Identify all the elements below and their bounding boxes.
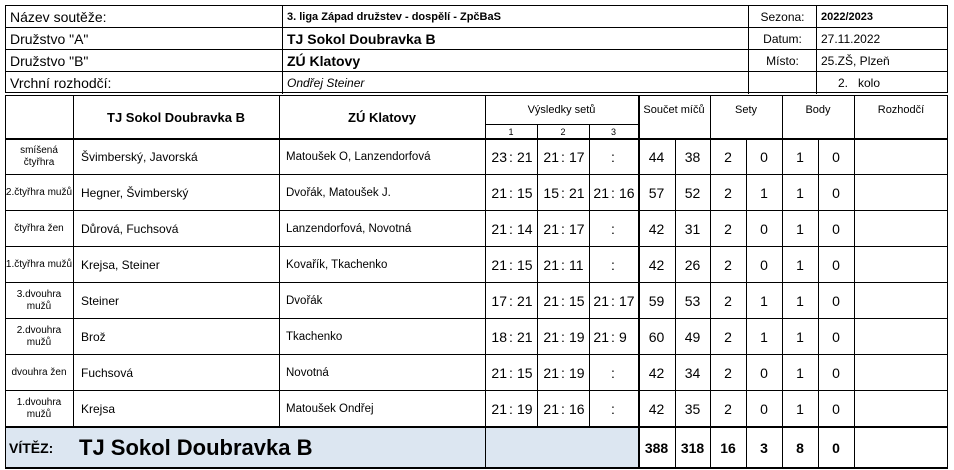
team-b-players: Kovařík, Tkachenko xyxy=(286,259,388,271)
referee-cell xyxy=(854,211,948,247)
team-a-players: Krejsa xyxy=(81,402,116,416)
points-b: 34 xyxy=(684,365,701,381)
total-bb: 0 xyxy=(832,440,840,456)
referee-cell xyxy=(854,391,948,427)
set-score-a: 21 xyxy=(593,293,609,309)
discipline-label: 1.dvouhra mužů xyxy=(16,397,62,420)
discipline-label: 3.dvouhra mužů xyxy=(16,289,62,312)
team-a-players: Krejsa, Steiner xyxy=(81,258,160,272)
team-b-players: Dvořák xyxy=(286,295,323,307)
team-b-players: Novotná xyxy=(286,367,329,379)
sets-a: 2 xyxy=(724,329,732,345)
body-b: 0 xyxy=(832,293,840,309)
winner-label: VÍTĚZ: xyxy=(9,440,54,456)
set-score-b: 19 xyxy=(569,365,585,381)
set-score-b: 15 xyxy=(517,365,533,381)
competition-value: 3. liga Západ družstev - dospělí - ZpčBaS xyxy=(282,6,748,27)
body-a: 1 xyxy=(796,365,804,381)
score-separator: : xyxy=(509,257,513,273)
body-b: 0 xyxy=(832,185,840,201)
set-score-a: 15 xyxy=(543,185,559,201)
team-b-players: Tkachenko xyxy=(286,331,343,343)
sets-b: 0 xyxy=(760,149,768,165)
set-score-b: 11 xyxy=(569,257,584,273)
header-block xyxy=(5,5,948,93)
season-label: Sezona: xyxy=(748,6,816,27)
body-a: 1 xyxy=(796,149,804,165)
body-a: 1 xyxy=(796,329,804,345)
set-score-b: 21 xyxy=(517,293,533,309)
team-b-label: Družstvo "B" xyxy=(10,52,89,69)
sets-b: 1 xyxy=(760,293,768,309)
body-a: 1 xyxy=(796,401,804,417)
set-score-a: 21 xyxy=(593,185,609,201)
points-a: 44 xyxy=(648,149,665,165)
set-score-b: 16 xyxy=(569,401,585,417)
body-header: Body xyxy=(805,103,831,116)
set-score-a: 21 xyxy=(543,293,559,309)
sets-b: 0 xyxy=(760,221,768,237)
grid-line xyxy=(537,124,538,427)
points-a: 42 xyxy=(648,257,665,273)
grid-line xyxy=(73,95,74,427)
grid-line xyxy=(5,95,6,469)
set-score-a: 21 xyxy=(593,329,609,345)
set-score-a: 21 xyxy=(543,149,559,165)
body-b: 0 xyxy=(832,149,840,165)
grid-line xyxy=(5,138,948,140)
winner-team: TJ Sokol Doubravka B xyxy=(79,435,313,460)
set-score-b: 15 xyxy=(517,185,533,201)
blank-cell xyxy=(748,72,816,94)
grid-line xyxy=(710,95,711,469)
body-b: 0 xyxy=(832,257,840,273)
total-sa: 16 xyxy=(720,440,736,456)
set-score-a: 21 xyxy=(491,365,507,381)
set-score-a: 21 xyxy=(491,221,507,237)
body-a: 1 xyxy=(796,221,804,237)
points-b: 26 xyxy=(684,257,701,273)
sets-b: 0 xyxy=(760,401,768,417)
discipline-label: 2.dvouhra mužů xyxy=(16,325,62,348)
points-a: 57 xyxy=(648,185,665,201)
set-2-header: 2 xyxy=(560,126,566,137)
grid-line xyxy=(638,95,640,469)
score-separator: : xyxy=(611,149,615,165)
set-score-a: 21 xyxy=(543,365,559,381)
points-b: 31 xyxy=(684,221,701,237)
grid-line xyxy=(5,426,948,428)
body-a: 1 xyxy=(796,293,804,309)
set-score-b xyxy=(613,391,638,427)
set-score-b: 17 xyxy=(569,221,585,237)
team-a-label: Družstvo "A" xyxy=(10,30,89,47)
sets-a: 2 xyxy=(724,257,732,273)
body-b: 0 xyxy=(832,221,840,237)
set-score-b xyxy=(613,247,638,283)
grid-line xyxy=(5,95,948,96)
score-separator: : xyxy=(611,185,615,201)
score-separator: : xyxy=(561,293,565,309)
round-label: kolo xyxy=(858,76,881,90)
set-score-b xyxy=(613,355,638,391)
sets-a: 2 xyxy=(724,365,732,381)
set-results-header: Výsledky setů xyxy=(527,103,596,116)
body-a: 1 xyxy=(796,185,804,201)
set-score-b xyxy=(613,211,638,247)
results-table xyxy=(5,95,948,469)
referee-cell xyxy=(854,175,948,211)
round-value: 2. xyxy=(816,72,852,94)
referee-cell xyxy=(854,247,948,283)
sets-b: 0 xyxy=(760,365,768,381)
score-separator: : xyxy=(561,365,565,381)
set-score-b: 21 xyxy=(517,149,533,165)
total-sb: 3 xyxy=(760,440,768,456)
date-label: Datum: xyxy=(748,28,816,49)
set-score-b: 16 xyxy=(619,185,635,201)
set-score-b: 21 xyxy=(517,329,533,345)
sets-b: 1 xyxy=(760,329,768,345)
sets-a: 2 xyxy=(724,401,732,417)
team-a-column-header: TJ Sokol Doubravka B xyxy=(107,109,245,125)
competition-label: Název soutěže: xyxy=(10,8,107,25)
sets-header: Sety xyxy=(734,103,757,116)
team-a-players: Švimberský, Javorská xyxy=(81,150,198,164)
score-separator: : xyxy=(509,329,513,345)
grid-line xyxy=(5,467,948,469)
body-b: 0 xyxy=(832,329,840,345)
referee-column-header: Rozhodčí xyxy=(877,103,925,116)
set-score-b: 17 xyxy=(619,293,635,309)
set-score-a: 21 xyxy=(491,257,507,273)
team-b-players: Matoušek Ondřej xyxy=(286,403,374,415)
total-pb: 318 xyxy=(680,440,705,456)
set-score-b: 15 xyxy=(569,293,585,309)
grid-line xyxy=(675,139,676,469)
score-separator: : xyxy=(611,257,615,273)
set-score-a: 21 xyxy=(543,257,559,273)
total-pa: 388 xyxy=(644,440,669,456)
score-separator: : xyxy=(561,221,565,237)
team-a-players: Brož xyxy=(81,330,106,344)
set-score-a: 18 xyxy=(491,329,507,345)
set-score-b: 19 xyxy=(517,401,533,417)
score-separator: : xyxy=(509,401,513,417)
set-score-b: 21 xyxy=(569,185,585,201)
points-a: 42 xyxy=(648,365,665,381)
set-score-b: 15 xyxy=(517,257,533,273)
grid-line xyxy=(947,95,948,469)
grid-line xyxy=(589,124,590,427)
set-score-a: 17 xyxy=(491,293,507,309)
set-score-b: 17 xyxy=(569,149,585,165)
sets-b: 0 xyxy=(760,257,768,273)
discipline-label: 2.čtyřhra mužů xyxy=(5,187,73,198)
set-score-a: 21 xyxy=(543,329,559,345)
points-b: 49 xyxy=(684,329,701,345)
set-3-header: 3 xyxy=(610,126,616,137)
referee-label: Vrchní rozhodčí: xyxy=(10,75,112,91)
points-b: 35 xyxy=(684,401,701,417)
score-separator: : xyxy=(611,293,615,309)
referee-cell xyxy=(854,283,948,319)
score-separator: : xyxy=(561,149,565,165)
team-a-players: Steiner xyxy=(81,294,120,308)
team-b-column-header: ZÚ Klatovy xyxy=(348,109,416,125)
score-separator: : xyxy=(611,221,615,237)
discipline-label: dvouhra žen xyxy=(11,367,67,378)
team-a-value: TJ Sokol Doubravka B xyxy=(282,28,748,49)
score-separator: : xyxy=(509,149,513,165)
score-separator: : xyxy=(611,329,615,345)
discipline-label: čtyřhra žen xyxy=(14,223,64,234)
team-b-players: Matoušek O, Lanzendorfová xyxy=(286,151,431,163)
sets-a: 2 xyxy=(724,293,732,309)
set-score-a: 21 xyxy=(491,401,507,417)
team-a-players: Fuchsová xyxy=(81,366,134,380)
set-score-a: 21 xyxy=(491,185,507,201)
grid-line xyxy=(485,124,638,125)
team-b-players: Dvořák, Matoušek J. xyxy=(286,187,391,199)
score-separator: : xyxy=(561,257,565,273)
points-a: 60 xyxy=(648,329,665,345)
points-a: 42 xyxy=(648,221,665,237)
grid-line xyxy=(279,95,280,427)
place-label: Místo: xyxy=(748,50,816,71)
set-1-header: 1 xyxy=(508,126,514,137)
referee-cell xyxy=(854,319,948,355)
set-score-b xyxy=(613,139,638,175)
grid-line xyxy=(485,95,486,469)
grid-line xyxy=(854,95,855,469)
discipline-label: 1.čtyřhra mužů xyxy=(5,259,73,270)
set-score-b: 14 xyxy=(517,221,533,237)
set-score-a: 21 xyxy=(543,221,559,237)
date-value: 27.11.2022 xyxy=(816,28,949,49)
score-separator: : xyxy=(509,293,513,309)
points-b: 38 xyxy=(684,149,701,165)
referee-value: Ondřej Steiner xyxy=(282,72,748,94)
sets-a: 2 xyxy=(724,185,732,201)
grid-line xyxy=(782,95,783,469)
body-a: 1 xyxy=(796,257,804,273)
score-separator: : xyxy=(561,329,565,345)
referee-cell xyxy=(854,355,948,391)
place-value: 25.ZŠ, Plzeň xyxy=(816,50,949,71)
body-b: 0 xyxy=(832,365,840,381)
sets-b: 1 xyxy=(760,185,768,201)
season-value: 2022/2023 xyxy=(816,6,949,27)
grid-line xyxy=(746,139,747,469)
score-separator: : xyxy=(611,401,615,417)
body-b: 0 xyxy=(832,401,840,417)
points-a: 59 xyxy=(648,293,665,309)
sets-a: 2 xyxy=(724,221,732,237)
set-score-a: 23 xyxy=(491,149,507,165)
score-separator: : xyxy=(561,401,565,417)
points-sum-header: Součet míčů xyxy=(643,103,705,116)
points-b: 52 xyxy=(684,185,701,201)
set-score-b: 19 xyxy=(569,329,585,345)
team-b-players: Lanzendorfová, Novotná xyxy=(286,223,412,235)
score-separator: : xyxy=(611,365,615,381)
referee-cell xyxy=(854,139,948,175)
total-ba: 8 xyxy=(796,440,804,456)
points-b: 53 xyxy=(684,293,701,309)
team-b-value: ZÚ Klatovy xyxy=(282,50,748,71)
score-separator: : xyxy=(509,221,513,237)
team-a-players: Hegner, Švimberský xyxy=(81,186,189,200)
score-separator: : xyxy=(509,185,513,201)
points-a: 42 xyxy=(648,401,665,417)
grid-line xyxy=(818,139,819,469)
discipline-label: smíšená čtyřhra xyxy=(20,145,58,168)
sets-a: 2 xyxy=(724,149,732,165)
score-separator: : xyxy=(561,185,565,201)
set-score-b: 9 xyxy=(619,329,627,345)
set-score-a: 21 xyxy=(543,401,559,417)
team-a-players: Důrová, Fuchsová xyxy=(81,222,179,236)
score-separator: : xyxy=(509,365,513,381)
